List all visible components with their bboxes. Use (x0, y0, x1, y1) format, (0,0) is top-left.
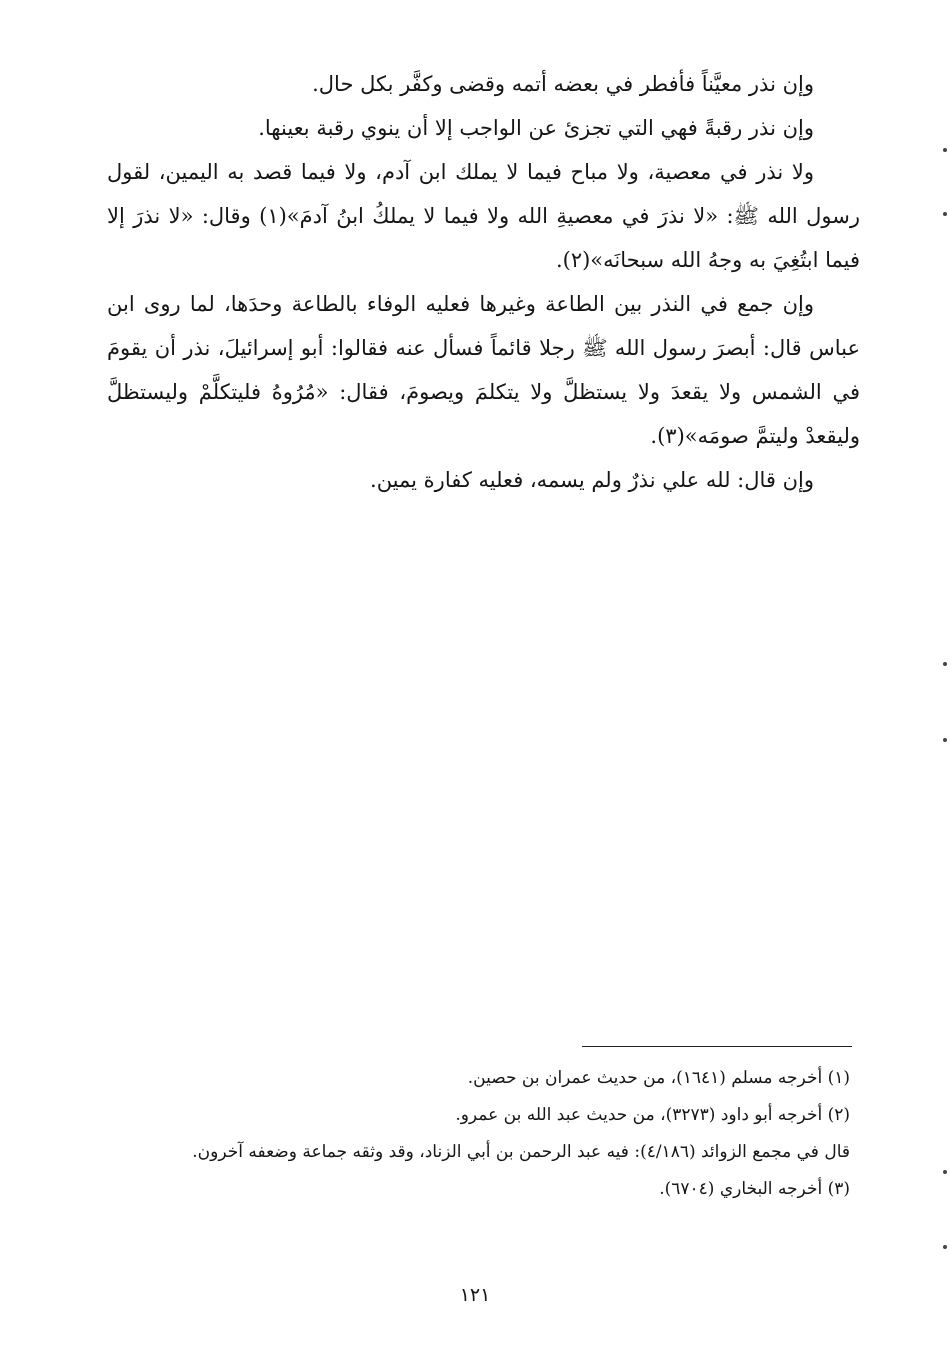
scan-margin-mark (943, 662, 947, 666)
footnote-3: (٣) أخرجه البخاري (٦٧٠٤). (659, 1179, 850, 1199)
scan-margin-mark (943, 1170, 947, 1174)
paragraph-fixed-vow-fasting: وإن نذر معيَّناً فأفطر في بعضه أتمه وقضى وكفَّر بكل حال. (312, 72, 814, 96)
footnotes-block (107, 1060, 850, 1208)
footnote-1: (١) أخرجه مسلم (١٦٤١)، من حديث عمران بن حصين. (467, 1068, 850, 1088)
scan-margin-mark (943, 1245, 947, 1249)
page-number: ١٢١ (459, 1284, 491, 1306)
paragraph-no-vow-in-sin: ولا نذر في معصية، ولا مباح فيما لا يملك ابن آدم، ولا فيما قصد به اليمين، لقول رسول الله ﷺ: «لا نذرَ في معصيةِ الله ولا فيما لا يملكُ ابنُ آدمَ»(١) وقال: «لا نذرَ إلا فيما ابتُغِيَ به وجهُ الله سبحانَه»(٢). (107, 160, 860, 272)
footnote-separator (582, 1046, 852, 1047)
paragraph-vow-slave: وإن نذر رقبةً فهي التي تجزئ عن الواجب إلا أن ينوي رقبة بعينها. (258, 116, 814, 140)
scan-margin-mark (943, 738, 947, 742)
main-text-block (107, 62, 860, 502)
scan-margin-mark (943, 148, 947, 152)
footnote-2: (٢) أخرجه أبو داود (٣٢٧٣)، من حديث عبد الله بن عمرو. (455, 1105, 850, 1125)
paragraph-unnamed-vow: وإن قال: لله علي نذرٌ ولم يسمه، فعليه كفارة يمين. (370, 468, 814, 492)
scan-margin-mark (943, 212, 947, 216)
paragraph-mixed-vow: وإن جمع في النذر بين الطاعة وغيرها فعليه الوفاء بالطاعة وحدَها، لما روى ابن عباس قال: أبصرَ رسول الله ﷺ رجلا قائماً فسأل عنه فقالوا: أبو إسرائيلَ، نذر أن يقومَ في الشمس ولا يقعدَ ولا يستظلَّ ولا يتكلمَ ويصومَ، فقال: «مُرُوهُ فليتكلَّمْ وليستظلَّ وليقعدْ وليتمَّ صومَه»(٣). (107, 292, 860, 448)
footnote-2-note: قال في مجمع الزوائد (٤/١٨٦): فيه عبد الرحمن بن أبي الزناد، وقد وثقه جماعة وضعفه آخرون. (192, 1142, 850, 1162)
